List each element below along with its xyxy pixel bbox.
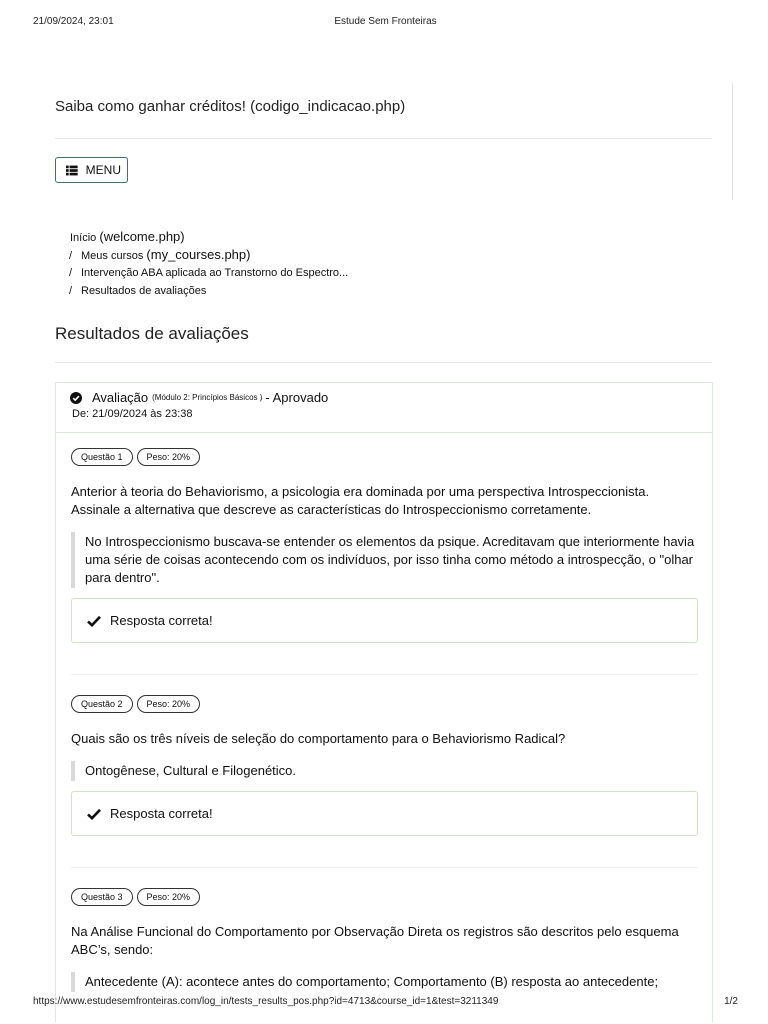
credits-link[interactable]: Saiba como ganhar créditos! (codigo_indicacao.php) [55, 98, 406, 115]
breadcrumb-course-label: Intervenção ABA aplicada ao Transtorno do Espectro... [81, 267, 349, 279]
question-number-badge: Questão 2 [71, 695, 133, 713]
result-box [71, 598, 698, 643]
breadcrumb-current [70, 285, 206, 297]
question-weight-badge: Peso: 20% [137, 695, 201, 713]
breadcrumb-separator: / [69, 285, 73, 297]
breadcrumb-home-href: (welcome.php) [99, 229, 185, 244]
question-weight-badge: Peso: 20% [137, 888, 201, 906]
assessment-header [56, 383, 712, 433]
breadcrumb-courses-label: Meus cursos [81, 250, 144, 262]
breadcrumb-home[interactable] [70, 229, 185, 244]
breadcrumb-courses[interactable] [70, 247, 250, 262]
breadcrumb-home-label: Início [70, 232, 97, 244]
breadcrumb-separator: / [69, 250, 73, 262]
question-divider [71, 867, 698, 868]
question-block [71, 888, 698, 992]
question-text: Na Análise Funcional do Comportamento por Observação Direta os registros são descritos pelo esquema ABC’s, sendo: [71, 924, 679, 957]
menu-button[interactable] [55, 157, 128, 183]
checkmark-icon [87, 615, 101, 627]
print-datetime: 21/09/2024, 23:01 [33, 16, 114, 27]
question-text: Anterior à teoria do Behaviorismo, a psicologia era dominada por uma perspectiva Introspeccionista. Assinale a alternativa que descreve as características do Introspeccionismo corretamente. [71, 484, 650, 517]
breadcrumb-course[interactable] [70, 267, 348, 279]
assessment-title [70, 390, 328, 405]
question-block [71, 695, 698, 836]
assessment-module: (Módulo 2: Princípios Básicos ) [152, 393, 263, 402]
answer-text: Antecedente (A): acontece antes do comportamento; Comportamento (B) resposta ao antecedente; [71, 972, 698, 992]
question-weight-badge: Peso: 20% [137, 448, 201, 466]
list-icon [66, 165, 78, 176]
checkmark-icon [87, 808, 101, 820]
page-title: Resultados de avaliações [55, 324, 249, 343]
assessment-date: De: 21/09/2024 às 23:38 [72, 408, 193, 420]
question-text: Quais são os três níveis de seleção do comportamento para o Behaviorismo Radical? [71, 731, 566, 746]
divider [55, 362, 712, 363]
question-divider [71, 674, 698, 675]
breadcrumb-current-label: Resultados de avaliações [81, 285, 207, 297]
result-box [71, 791, 698, 836]
print-header [33, 16, 738, 30]
divider [55, 138, 712, 139]
answer-text: Ontogênese, Cultural e Filogenético. [71, 761, 698, 781]
question-block [71, 448, 698, 643]
side-divider [732, 82, 733, 200]
assessment-label: Avaliação [92, 390, 149, 405]
print-url: https://www.estudesemfronteiras.com/log_in/tests_results_pos.php?id=4713&course_id=1&test=3211349 [33, 996, 499, 1007]
answer-text: No Introspeccionismo buscava-se entender os elementos da psique. Acreditavam que interiormente havia uma série de coisas acontecendo com os indivíduos, por isso tinha como método a introspecção, o "olhar para dentro". [71, 532, 698, 588]
menu-label: MENU [85, 163, 121, 177]
question-number-badge: Questão 1 [71, 448, 133, 466]
assessment-status: - Aprovado [265, 390, 329, 405]
breadcrumb-courses-href: (my_courses.php) [146, 247, 251, 262]
print-site-title: Estude Sem Fronteiras [334, 16, 437, 27]
question-number-badge: Questão 3 [71, 888, 133, 906]
assessment-card [55, 382, 713, 1022]
print-footer [33, 996, 738, 1010]
result-text: Resposta correta! [110, 806, 213, 821]
result-text: Resposta correta! [110, 613, 213, 628]
breadcrumb-separator: / [69, 267, 73, 279]
print-page-number: 1/2 [724, 996, 738, 1007]
check-circle-icon [70, 392, 82, 404]
